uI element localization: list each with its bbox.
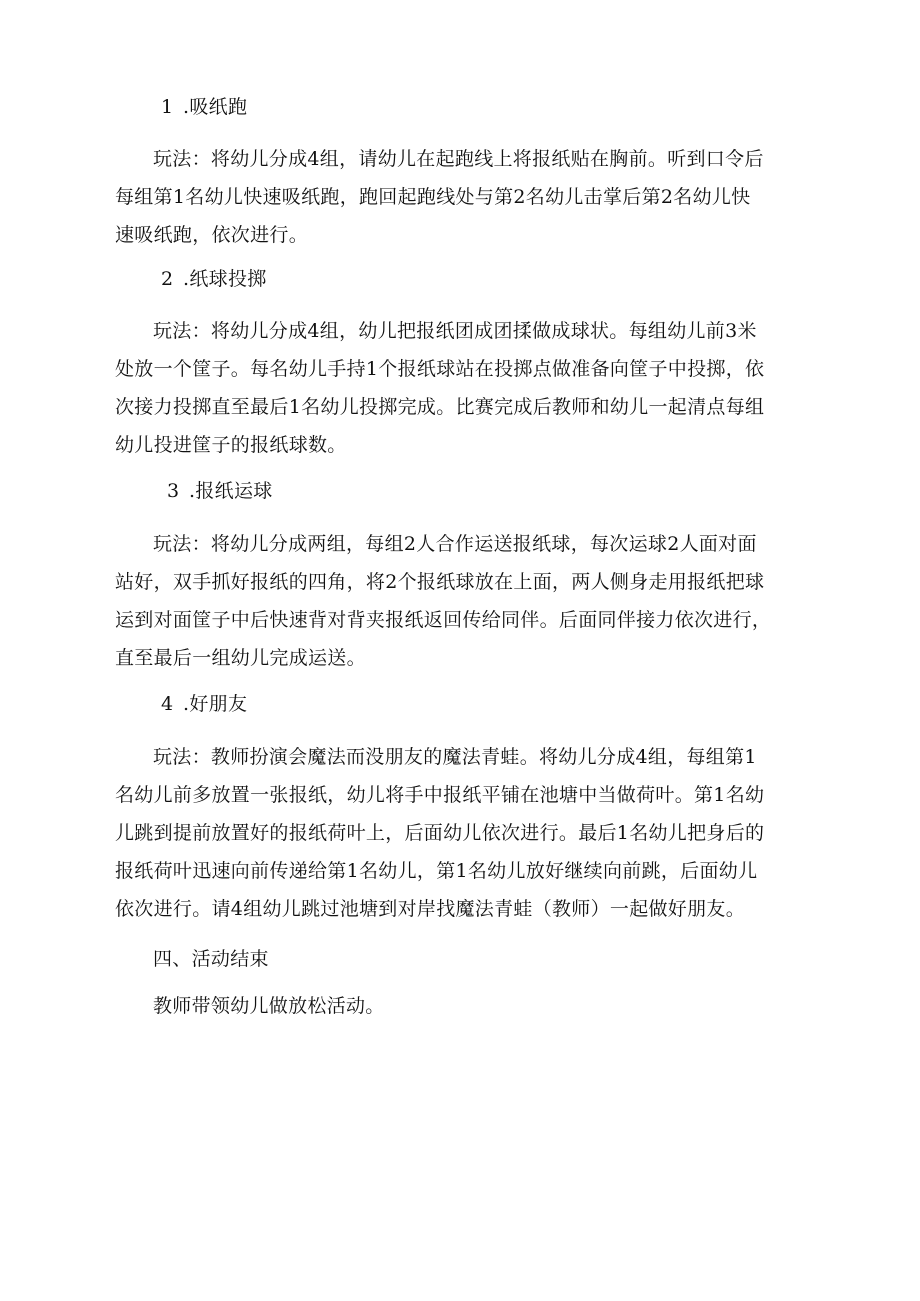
section-4-body (115, 738, 805, 928)
section-4-number: 4 (161, 693, 174, 715)
section-2-body (115, 312, 805, 464)
section-3-heading (115, 472, 857, 510)
closing-heading (115, 940, 805, 978)
section-4-line-3: 儿跳到提前放置好的报纸荷叶上，后面幼儿依次进行。最后1名幼儿把身后的 (115, 822, 765, 844)
closing-body (115, 987, 805, 1025)
section-2-heading (115, 260, 851, 298)
section-1-line-1: 玩法：将幼儿分成4组，请幼儿在起跑线上将报纸贴在胸前。听到口令后 (153, 148, 764, 170)
section-3-title: .报纸运球 (189, 480, 273, 502)
section-3-line-2: 站好，双手抓好报纸的四角，将2个报纸球放在上面，两人侧身走用报纸把球 (115, 571, 765, 593)
section-2-title: .纸球投掷 (183, 268, 267, 290)
section-1-heading (115, 88, 851, 126)
closing-heading-text: 四、活动结束 (153, 948, 269, 970)
section-4-line-1: 玩法：教师扮演会魔法而没朋友的魔法青蛙。将幼儿分成4组，每组第1 (153, 746, 757, 768)
section-1-title: .吸纸跑 (183, 96, 248, 118)
section-2-line-1: 玩法：将幼儿分成4组，幼儿把报纸团成团揉做成球状。每组幼儿前3米 (153, 320, 757, 342)
section-3-line-1: 玩法：将幼儿分成两组，每组2人合作运送报纸球，每次运球2人面对面 (153, 533, 757, 555)
section-3-line-4: 直至最后一组幼儿完成运送。 (115, 647, 366, 669)
section-4-heading (115, 685, 851, 723)
section-4-line-2: 名幼儿前多放置一张报纸，幼儿将手中报纸平铺在池塘中当做荷叶。第1名幼 (115, 784, 765, 806)
section-3-body (115, 525, 805, 677)
section-2-line-3: 次接力投掷直至最后1名幼儿投掷完成。比赛完成后教师和幼儿一起清点每组 (115, 396, 765, 418)
section-1-number: 1 (161, 96, 174, 118)
section-2-line-4: 幼儿投进筐子的报纸球数。 (115, 434, 347, 456)
section-4-title: .好朋友 (183, 693, 248, 715)
section-4-line-5: 依次进行。请4组幼儿跳过池塘到对岸找魔法青蛙（教师）一起做好朋友。 (115, 898, 745, 920)
section-4-line-4: 报纸荷叶迅速向前传递给第1名幼儿，第1名幼儿放好继续向前跳，后面幼儿 (115, 860, 758, 882)
section-3-line-3: 运到对面筐子中后快速背对背夹报纸返回传给同伴。后面同伴接力依次进行， (115, 609, 772, 631)
section-2-number: 2 (161, 268, 174, 290)
closing-body-text: 教师带领幼儿做放松活动。 (153, 995, 385, 1017)
section-2-line-2: 处放一个筐子。每名幼儿手持1个报纸球站在投掷点做准备向筐子中投掷，依 (115, 358, 765, 380)
section-1-line-2: 每组第1名幼儿快速吸纸跑，跑回起跑线处与第2名幼儿击掌后第2名幼儿快 (115, 186, 751, 208)
section-3-number: 3 (167, 480, 180, 502)
section-1-body (115, 140, 805, 254)
section-1-line-3: 速吸纸跑，依次进行。 (115, 224, 309, 246)
